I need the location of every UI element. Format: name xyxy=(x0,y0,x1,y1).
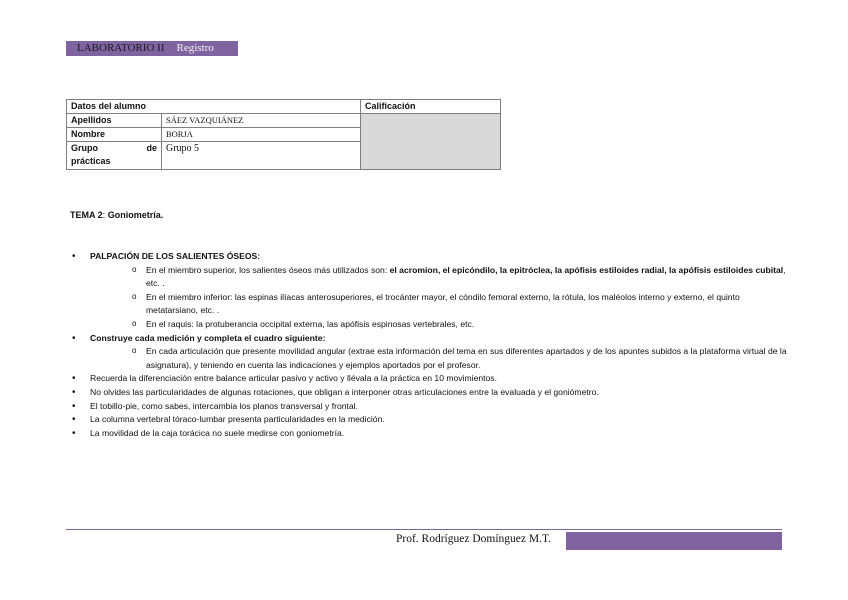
instructions-list xyxy=(70,250,790,440)
grade-cell xyxy=(361,114,501,170)
student-data-heading: Datos del alumno xyxy=(67,100,361,114)
list-item: • Recuerda la diferenciación entre balance articular pasivo y activo y llévala a la práctica en 10 movimientos. xyxy=(70,372,790,386)
sub-item-text: En el miembro inferior: las espinas ilíacas anterosuperiores, el trocánter mayor, el cóndilo femoral externo, la rótula, los maléolos interno y externo, el quinto metatarsiano, etc. . xyxy=(146,291,740,316)
topic-prefix: TEMA 2 xyxy=(70,210,103,220)
item-title: Construye cada medición y completa el cuadro siguiente: xyxy=(90,332,326,343)
topic-sep: : xyxy=(102,210,106,220)
sub-item-bold: el acromion, el epicóndilo, la epitróclea, la apófisis estiloides radial, la apófisis estiloides cubital xyxy=(389,264,784,275)
name-value: BORJA xyxy=(162,128,361,142)
list-item: • La movilidad de la caja torácica no suele medirse con goniometría. xyxy=(70,427,790,441)
footer-author: Prof. Rodríguez Domínguez M.T. xyxy=(396,533,552,545)
topic-title: Goniometría. xyxy=(107,210,164,220)
topic-heading xyxy=(70,210,163,220)
sub-list-item xyxy=(90,318,790,332)
sub-item-text: En el raquis: la protuberancia occipital externa, las apófisis espinosas vertebrales, etc. xyxy=(146,318,475,329)
sub-item-text: En cada articulación que presente movilidad angular (extrae esta información del tema en sus diferentes apartados y de los apuntes subidos a la plataforma virtual de la asignatura), y teniendo en cuenta las indicaciones y ejemplos aportados por el profesor. xyxy=(146,346,787,370)
header-bar xyxy=(66,41,238,56)
group-label-b: de xyxy=(146,143,157,153)
sub-item-text: , etc. . xyxy=(146,264,786,289)
list-item xyxy=(70,250,790,332)
course-title: LABORATORIO II xyxy=(77,42,165,54)
group-label-a: Grupo xyxy=(71,143,98,153)
sub-list-item xyxy=(90,264,790,291)
surname-value: SÁEZ VAZQUIÁNEZ xyxy=(162,114,361,128)
grade-heading: Calificación xyxy=(361,100,501,114)
registro-label: Registro xyxy=(176,42,214,54)
surname-label: Apellidos xyxy=(67,114,162,128)
name-label: Nombre xyxy=(67,128,162,142)
list-item: • El tobillo-pie, como sabes, intercambia los planos transversal y frontal. xyxy=(70,400,790,414)
list-item: • La columna vertebral tóraco-lumbar presenta particularidades en la medición. xyxy=(70,413,790,427)
group-value: Grupo 5 xyxy=(162,142,361,170)
group-label xyxy=(67,142,162,170)
sub-list-item xyxy=(90,345,790,372)
footer-accent-bar xyxy=(566,532,782,550)
item-title: PALPACIÓN DE LOS SALIENTES ÓSEOS: xyxy=(90,251,261,261)
group-label-c: prácticas xyxy=(71,156,111,166)
list-item xyxy=(70,332,790,373)
student-data-table xyxy=(66,99,501,170)
list-item: • No olvides las particularidades de algunas rotaciones, que obligan a interponer otras articulaciones entre la evaluada y el goniómetro. xyxy=(70,386,790,400)
sub-item-text: En el miembro superior, los salientes óseos más utilizados son: xyxy=(146,264,390,275)
sub-list-item xyxy=(90,291,790,318)
footer-divider xyxy=(66,529,782,530)
